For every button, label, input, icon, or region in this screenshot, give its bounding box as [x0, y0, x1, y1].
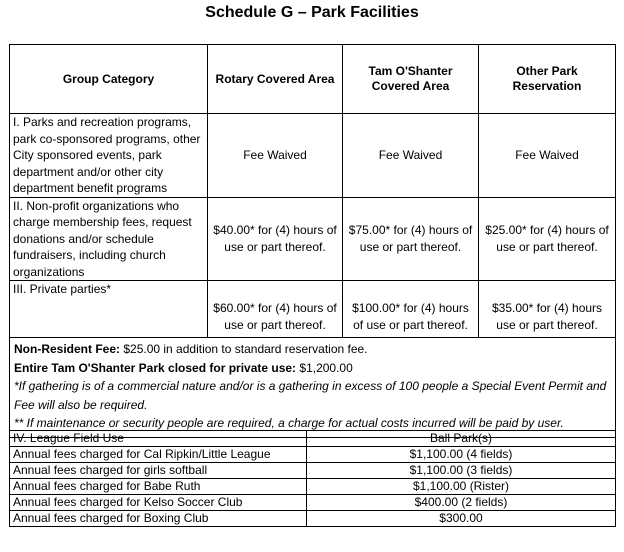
- fee-value: $1,100.00 (Rister): [307, 479, 616, 495]
- table-row: [10, 479, 616, 495]
- nonresident-fee-label: Non-Resident Fee:: [14, 342, 121, 356]
- other-fee-cell: $25.00* for (4) hours of use or part thereof.: [479, 197, 616, 281]
- fee-value: $1,100.00 (3 fields): [307, 463, 616, 479]
- header-league-field-use: IV. League Field Use: [10, 431, 307, 447]
- fee-label: Annual fees charged for Cal Ripkin/Little League: [10, 447, 307, 463]
- fee-label: Annual fees charged for Kelso Soccer Club: [10, 495, 307, 511]
- rotary-fee-cell: $60.00* for (4) hours of use or part thereof.: [208, 281, 343, 338]
- nonresident-fee-text: $25.00 in addition to standard reservation fee.: [120, 342, 368, 356]
- park-closed-note: [14, 359, 611, 378]
- tam-fee-cell: $100.00* for (4) hours of use or part thereof.: [343, 281, 479, 338]
- page-title: Schedule G – Park Facilities: [205, 4, 419, 21]
- header-tam: Tam O'Shanter Covered Area: [343, 45, 479, 114]
- category-cell: I. Parks and recreation programs, park co-sponsored programs, other City sponsored events, park department and/or other city department benefit programs: [10, 114, 208, 198]
- table-row: [10, 463, 616, 479]
- rotary-fee-cell: $40.00* for (4) hours of use or part thereof.: [208, 197, 343, 281]
- header-rotary: Rotary Covered Area: [208, 45, 343, 114]
- table-header-row: [10, 431, 616, 447]
- table-row: [10, 114, 616, 198]
- category-cell: II. Non-profit organizations who charge membership fees, request donations and/or schedule fundraisers, including church organizations: [10, 197, 208, 281]
- fee-value: $300.00: [307, 511, 616, 527]
- fee-label: Annual fees charged for Boxing Club: [10, 511, 307, 527]
- park-facilities-table: [9, 44, 616, 438]
- notes-cell: [10, 338, 616, 438]
- table-row: [10, 197, 616, 281]
- park-closed-label: Entire Tam O'Shanter Park closed for private use:: [14, 360, 297, 375]
- fee-value: $1,100.00 (4 fields): [307, 447, 616, 463]
- tam-fee-cell: Fee Waived: [343, 114, 479, 198]
- other-fee-cell: Fee Waived: [479, 114, 616, 198]
- table-row: [10, 281, 616, 338]
- maintenance-note: ** If maintenance or security people are required, a charge for actual costs incurred will be paid by user.: [14, 416, 564, 430]
- table-row: [10, 511, 616, 527]
- rotary-fee-cell: Fee Waived: [208, 114, 343, 198]
- fee-value: $400.00 (2 fields): [307, 495, 616, 511]
- table-row: [10, 447, 616, 463]
- park-closed-fee: $1,200.00: [296, 360, 353, 375]
- other-fee-cell: $35.00* for (4) hours use or part thereof.: [479, 281, 616, 338]
- header-ball-parks: Ball Park(s): [307, 431, 616, 447]
- league-field-use-table: [9, 430, 616, 527]
- nonresident-fee-note: [14, 340, 611, 359]
- notes-row: [10, 338, 616, 438]
- special-event-note: *If gathering is of a commercial nature and/or is a gathering in excess of 100 people a Special Event Permit and Fee will also be required.: [14, 379, 607, 412]
- category-cell: III. Private parties*: [10, 281, 208, 338]
- table-header-row: [10, 45, 616, 114]
- fee-label: Annual fees charged for Babe Ruth: [10, 479, 307, 495]
- tam-fee-cell: $75.00* for (4) hours of use or part thereof.: [343, 197, 479, 281]
- header-group-category: Group Category: [10, 45, 208, 114]
- fee-label: Annual fees charged for girls softball: [10, 463, 307, 479]
- table-row: [10, 495, 616, 511]
- header-other: Other Park Reservation: [479, 45, 616, 114]
